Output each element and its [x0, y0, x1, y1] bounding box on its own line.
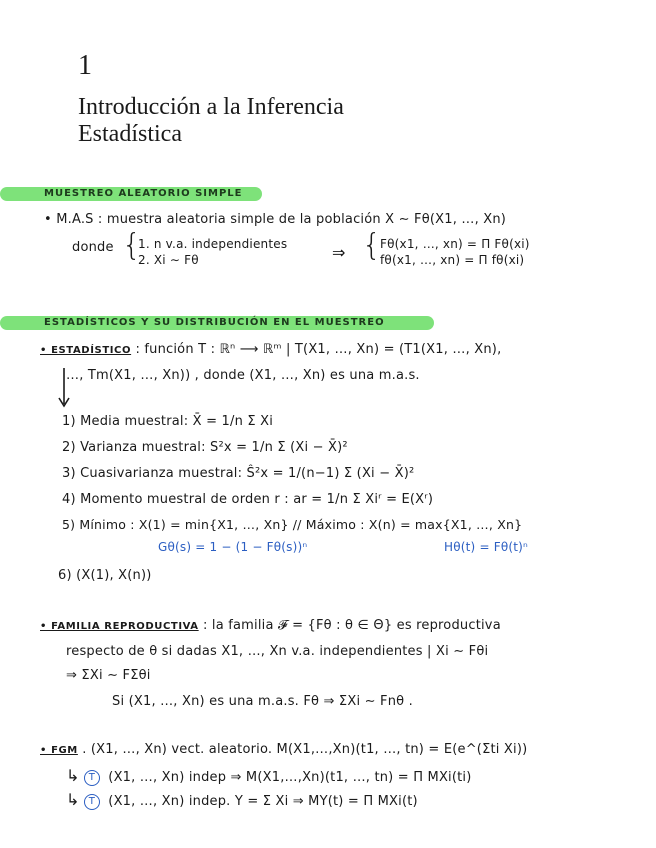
left-brace-icon: {	[122, 228, 142, 263]
estadistico-def-line2: …, Tm(X1, …, Xn)) , donde (X1, …, Xn) es una m.a.s.	[66, 368, 420, 383]
fgm-line2: (X1, …, Xn) indep ⇒ M(X1,…,Xn)(t1, …, tn) = Π MXi(ti)	[108, 770, 472, 785]
chapter-title-line1: Introducción a la Inferencia	[78, 94, 344, 120]
familia-line4: Si (X1, …, Xn) es una m.a.s. Fθ ⇒ ΣXi ∼ Fnθ .	[112, 694, 413, 709]
theorem-icon: T	[84, 770, 100, 786]
fgm-line3: (X1, …, Xn) indep. Y = Σ Xi ⇒ MY(t) = Π MXi(t)	[108, 794, 418, 809]
familia-line3: ⇒ ΣXi ∼ FΣθi	[66, 668, 151, 683]
estadistico-definition	[40, 342, 501, 357]
mas-result-2: fθ(x1, …, xn) = Π fθ(xi)	[380, 253, 525, 267]
estadistico-item-2: 2) Varianza muestral: S²x = 1/n Σ (Xi − X̄)²	[62, 440, 348, 455]
fgm-row-3	[66, 790, 418, 810]
fgm-row-2	[66, 766, 472, 786]
fgm-line1: . (X1, …, Xn) vect. aleatorio. M(X1,…,Xn)(t1, …, tn) = E(e^(Σti Xi))	[82, 742, 528, 757]
mas-condition-1: 1. n v.a. independientes	[138, 237, 288, 251]
fgm-definition	[40, 742, 527, 757]
fgm-label: • FGM	[40, 745, 78, 756]
chapter-title-line2: Estadística	[78, 121, 182, 147]
familia-line1: : la familia 𝓕 = {Fθ : θ ∈ Θ} es reproductiva	[203, 618, 501, 633]
familia-line2: respecto de θ si dadas X1, …, Xn v.a. independientes | Xi ∼ Fθi	[66, 644, 489, 659]
estadistico-item-3: 3) Cuasivarianza muestral: Ŝ²x = 1/(n−1) Σ (Xi − X̄)²	[62, 466, 415, 481]
estadistico-item-5: 5) Mínimo : X(1) = min{X1, …, Xn} // Máximo : X(n) = max{X1, …, Xn}	[62, 517, 523, 532]
estadistico-label: • ESTADÍSTICO	[40, 345, 132, 356]
section-heading-estadisticos: ESTADÍSTICOS Y SU DISTRIBUCIÓN EN EL MUESTREO	[0, 316, 434, 330]
estadistico-item-4: 4) Momento muestral de orden r : ar = 1/n Σ Xiʳ = E(Xʳ)	[62, 492, 434, 507]
left-brace-icon-2: {	[362, 228, 382, 263]
estadistico-item-6: 6) (X(1), X(n))	[58, 568, 152, 583]
mas-definition: • M.A.S : muestra aleatoria simple de la población X ∼ Fθ(X1, …, Xn)	[44, 212, 507, 227]
mas-result-1: Fθ(x1, …, xn) = Π Fθ(xi)	[380, 237, 530, 251]
implies-arrow-icon: ⇒	[332, 243, 346, 262]
mas-condition-2: 2. Xi ∼ Fθ	[138, 253, 199, 267]
max-distribution: Hθ(t) = Fθ(t)ⁿ	[444, 540, 529, 554]
min-distribution: Gθ(s) = 1 − (1 − Fθ(s))ⁿ	[158, 540, 308, 554]
chapter-number: 1	[78, 50, 92, 81]
down-arrow-icon	[58, 366, 74, 410]
estadistico-def-line1: : función T : ℝⁿ ⟶ ℝᵐ | T(X1, …, Xn) = (T1(X1, …, Xn),	[135, 342, 502, 357]
chapter-title	[78, 94, 344, 148]
section-heading-mas: MUESTREO ALEATORIO SIMPLE	[0, 187, 262, 201]
hook-arrow-icon: ↳	[66, 766, 80, 785]
familia-definition	[40, 618, 501, 633]
estadistico-item-1: 1) Media muestral: X̄ = 1/n Σ Xi	[62, 414, 274, 429]
familia-label: • FAMILIA REPRODUCTIVA	[40, 621, 199, 632]
mas-donde: donde	[72, 240, 114, 255]
hook-arrow-icon-2: ↳	[66, 790, 80, 809]
theorem-icon-2: T	[84, 794, 100, 810]
